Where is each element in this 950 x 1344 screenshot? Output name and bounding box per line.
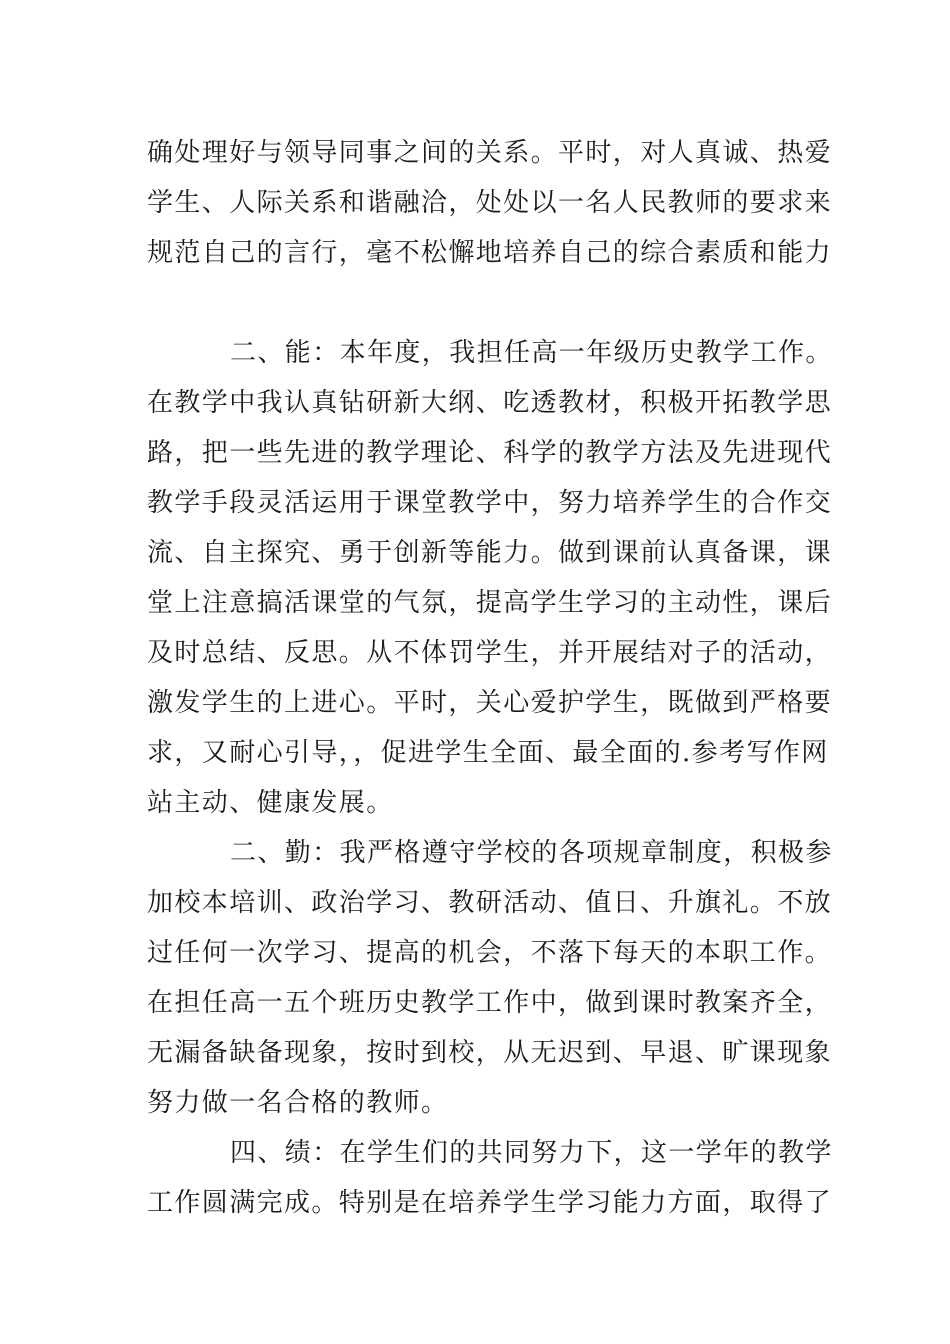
text-line: 路，把一些先进的教学理论、科学的教学方法及先进现代: [147, 438, 833, 468]
text-line: 努力做一名合格的教师。: [147, 1088, 449, 1118]
text-line: 及时总结、反思。从不体罚学生，并开展结对子的活动，: [147, 638, 833, 668]
text-line: 加校本培训、政治学习、教研活动、值日、升旗礼。不放: [147, 888, 833, 918]
text-line: 在担任高一五个班历史教学工作中，做到课时教案齐全，: [147, 988, 833, 1018]
text-line: 教学手段灵活运用于课堂教学中，努力培养学生的合作交: [147, 488, 833, 518]
text-line: 站主动、健康发展。: [147, 788, 394, 818]
text-line: 堂上注意搞活课堂的气氛，提高学生学习的主动性，课后: [147, 588, 833, 618]
text-line: 求，又耐心引导，，促进学生全面、最全面的.参考写作网: [147, 738, 829, 768]
text-line: 工作圆满完成。特别是在培养学生学习能力方面，取得了: [147, 1188, 833, 1218]
text-line: 学生、人际关系和谐融洽，处处以一名人民教师的要求来: [147, 188, 833, 218]
text-line: 在教学中我认真钻研新大纲、吃透教材，积极开拓教学思: [147, 388, 833, 418]
text-line: 激发学生的上进心。平时，关心爱护学生，既做到严格要: [147, 688, 833, 718]
text-line: 二、勤：我严格遵守学校的各项规章制度，积极参: [230, 838, 833, 868]
text-line: 四、绩：在学生们的共同努力下，这一学年的教学: [230, 1138, 833, 1168]
text-line: 二、能：本年度，我担任高一年级历史教学工作。: [230, 338, 833, 368]
text-line: 无漏备缺备现象，按时到校，从无迟到、早退、旷课现象: [147, 1038, 833, 1068]
text-line: 过任何一次学习、提高的机会，不落下每天的本职工作。: [147, 938, 833, 968]
text-line: 规范自己的言行，毫不松懈地培养自己的综合素质和能力: [147, 238, 833, 268]
text-line: 确处理好与领导同事之间的关系。平时，对人真诚、热爱: [147, 138, 833, 168]
text-line: 流、自主探究、勇于创新等能力。做到课前认真备课，课: [147, 538, 833, 568]
